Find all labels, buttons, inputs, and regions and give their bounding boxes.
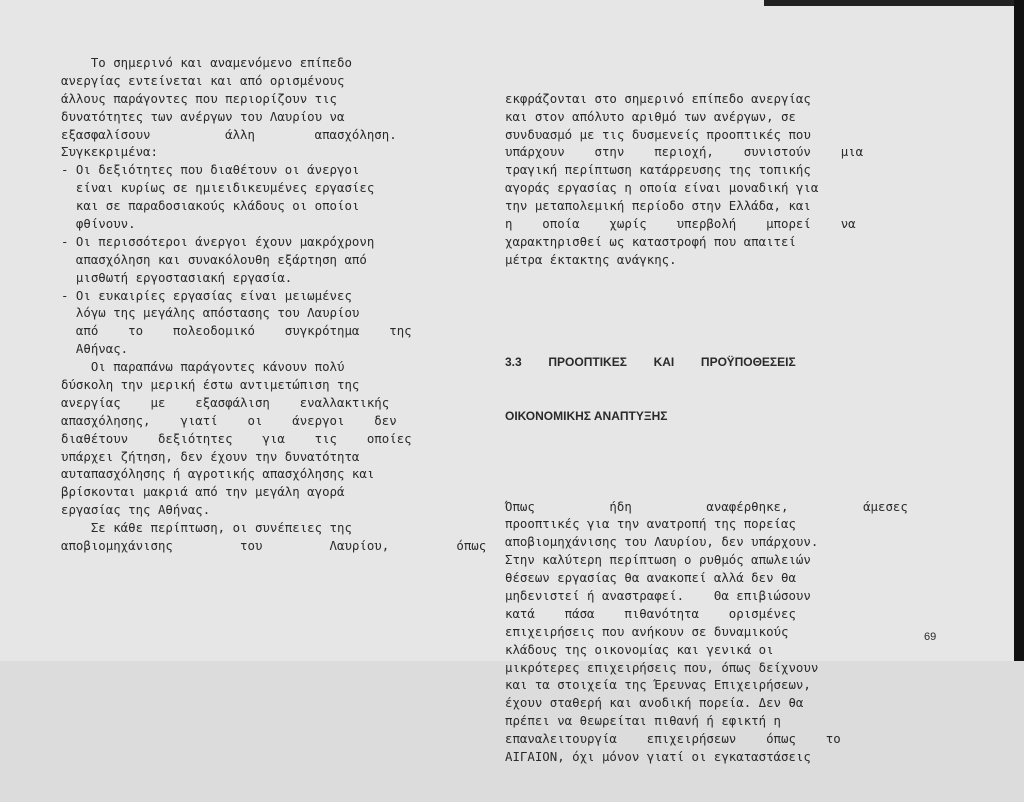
text-line: - Οι δεξιότητες που διαθέτουν οι άνεργοι xyxy=(61,162,360,178)
text-line: Συγκεκριμένα: xyxy=(61,144,158,160)
text-line: κλάδους της οικονομίας και γενικά οι xyxy=(505,641,774,657)
text-line: την μεταπολεμική περίοδο στην Ελλάδα, και xyxy=(505,198,811,214)
text-line: άλλους παράγοντες που περιορίζουν τις xyxy=(61,90,338,106)
text-line: Όπως ήδη αναφέρθηκε, άμεσες xyxy=(505,498,908,514)
text-line: απασχόληση και συνακόλουθη εξάρτηση από xyxy=(61,251,367,267)
text-line: από το πολεοδομικό συγκρότημα της xyxy=(61,323,412,339)
text-line: θέσεων εργασίας θα ανακοπεί αλλά δεν θα xyxy=(505,570,796,586)
text-line: αγοράς εργασίας η οποία είναι μοναδική για xyxy=(505,180,819,196)
text-line: είναι κυρίως σε ημιειδικευμένες εργασίες xyxy=(61,180,375,196)
text-line: δυνατότητες των ανέργων του Λαυρίου να xyxy=(61,108,345,124)
text-line: προοπτικές για την ανατροπή της πορείας xyxy=(505,516,796,532)
text-line: ΑΙΓΑΙΟΝ, όχι μόνον γιατί οι εγκαταστάσεις xyxy=(505,749,811,765)
text-line: - Οι ευκαιρίες εργασίας είναι μειωμένες xyxy=(61,287,352,303)
text-line: αποβιομηχάνισης του Λαυρίου, όπως xyxy=(61,538,487,554)
text-line: μικρότερες επιχειρήσεις που, όπως δείχνουν xyxy=(505,659,819,675)
text-line: εργασίας της Αθήνας. xyxy=(61,502,211,518)
text-line: αποβιομηχάνισης του Λαυρίου, δεν υπάρχουν. xyxy=(505,534,819,550)
text-line: φθίνουν. xyxy=(61,216,136,232)
text-line: δύσκολη την μερική έστω αντιμετώπιση της xyxy=(61,377,360,393)
text-line: Οι παραπάνω παράγοντες κάνουν πολύ xyxy=(61,359,345,375)
text-line: μηδενιστεί ή αναστραφεί. Θα επιβιώσουν xyxy=(505,588,811,604)
text-line: ανεργίας με εξασφάλιση εναλλακτικής xyxy=(61,394,390,410)
section-heading-line-1: 3.3 ΠΡΟΟΠΤΙΚΕΣ ΚΑΙ ΠΡΟΫΠΟΘΕΣΕΙΣ xyxy=(505,355,796,370)
text-line: λόγω της μεγάλης απόστασης του Λαυρίου xyxy=(61,305,360,321)
text-line: απασχόλησης, γιατί οι άνεργοι δεν xyxy=(61,412,397,428)
right-text-column xyxy=(505,54,945,802)
page-number: 69 xyxy=(924,631,937,643)
text-line: Σε κάθε περίπτωση, οι συνέπειες της xyxy=(61,520,352,536)
text-line: μισθωτή εργοστασιακή εργασία. xyxy=(61,269,293,285)
text-line: εξασφαλίσουν άλλη απασχόληση. xyxy=(61,126,397,142)
text-line: Στην καλύτερη περίπτωση ο ρυθμός απωλειών xyxy=(505,552,811,568)
text-line: βρίσκονται μακριά από την μεγάλη αγορά xyxy=(61,484,345,500)
text-line: έχουν σταθερή και ανοδική πορεία. Δεν θα xyxy=(505,695,804,711)
scan-edge-top xyxy=(764,0,1024,6)
text-line: - Οι περισσότεροι άνεργοι έχουν μακρόχρονη xyxy=(61,233,375,249)
text-line: τραγική περίπτωση κατάρρευσης της τοπικής xyxy=(505,162,811,178)
text-line: διαθέτουν δεξιότητες για τις οποίες xyxy=(61,430,412,446)
text-line: και σε παραδοσιακούς κλάδους οι οποίοι xyxy=(61,198,360,214)
text-line: Αθήνας. xyxy=(61,341,129,357)
section-heading xyxy=(505,319,945,462)
text-line: και τα στοιχεία της Έρευνας Επιχειρήσεων, xyxy=(505,677,811,693)
text-line: ανεργίας εντείνεται και από ορισμένους xyxy=(61,72,345,88)
text-line: υπάρχουν στην περιοχή, συνιστούν μια xyxy=(505,144,864,160)
text-line: επιχειρήσεις που ανήκουν σε δυναμικούς xyxy=(505,623,789,639)
scan-edge-right xyxy=(1014,0,1024,661)
text-line: χαρακτηρισθεί ως καταστροφή που απαιτεί xyxy=(505,233,796,249)
right-column-paragraph xyxy=(505,90,945,269)
text-line: πρέπει να θεωρείται πιθανή ή εφικτή η xyxy=(505,713,782,729)
text-line: υπάρχει ζήτηση, δεν έχουν την δυνατότητα xyxy=(61,448,360,464)
left-text-column xyxy=(61,54,487,555)
text-line: και στον απόλυτο αριθμό των ανέργων, σε xyxy=(505,108,796,124)
text-line: αυταπασχόλησης ή αγροτικής απασχόλησης και xyxy=(61,466,375,482)
text-line: Το σημερινό και αναμενόμενο επίπεδο xyxy=(61,55,352,70)
text-line: κατά πάσα πιθανότητα ορισμένες xyxy=(505,605,796,621)
text-line: μέτρα έκτακτης ανάγκης. xyxy=(505,251,677,267)
text-line: εκφράζονται στο σημερινό επίπεδο ανεργίας xyxy=(505,90,811,106)
right-column-section-body xyxy=(505,498,945,766)
text-line: η οποία χωρίς υπερβολή μπορεί να xyxy=(505,216,856,232)
text-line: επαναλειτουργία επιχειρήσεων όπως το xyxy=(505,731,841,747)
text-line: συνδυασμό με τις δυσμενείς προοπτικές που xyxy=(505,126,811,142)
section-heading-line-2: ΟΙΚΟΝΟΜΙΚΗΣ ΑΝΑΠΤΥΞΗΣ xyxy=(505,409,668,424)
